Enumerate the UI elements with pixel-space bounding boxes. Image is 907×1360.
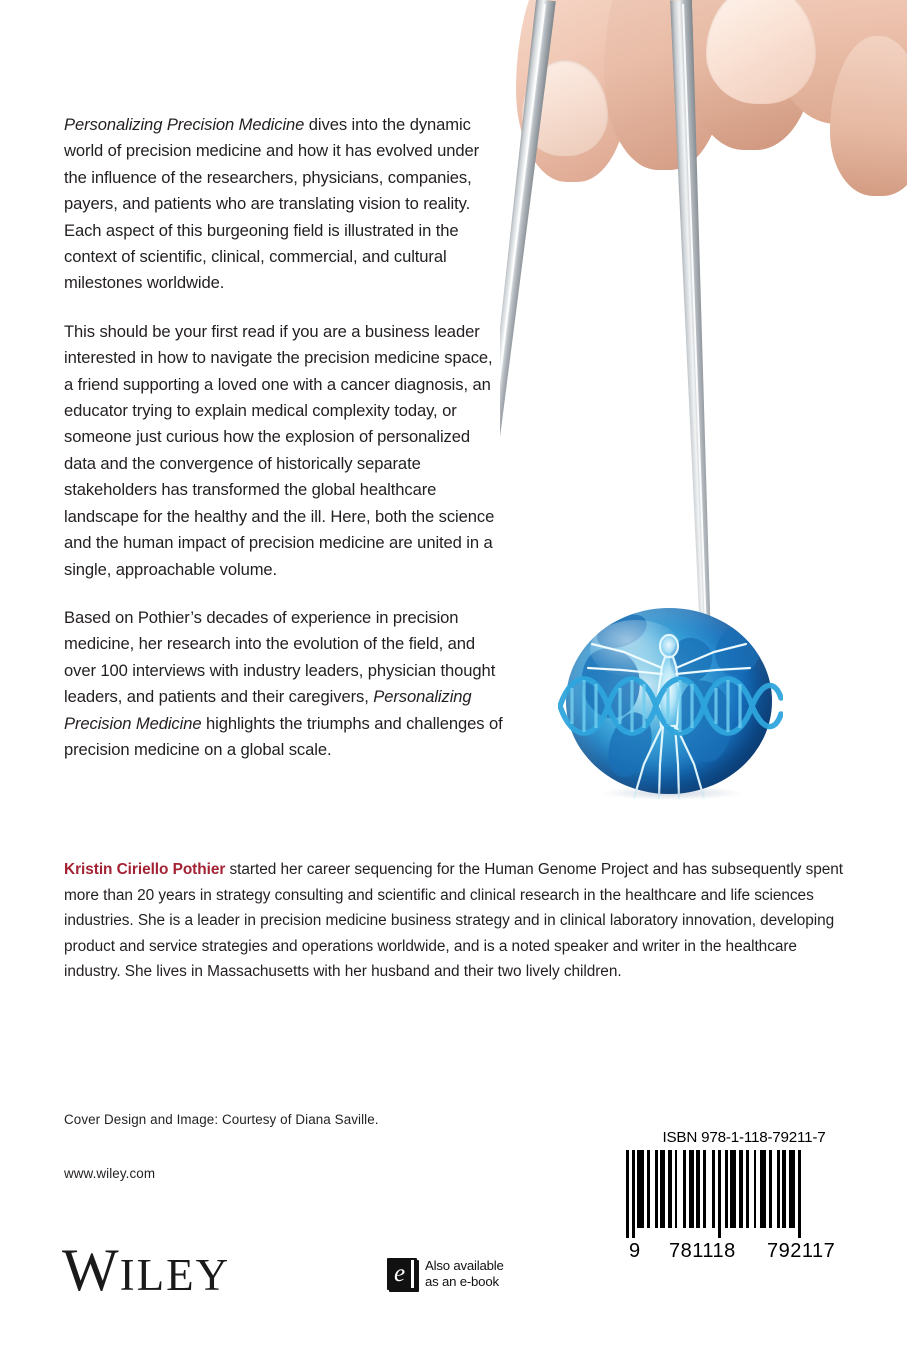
- barcode-lead-digit: 9: [629, 1240, 641, 1262]
- ebook-icon-spine: [411, 1260, 414, 1288]
- cover-credit: Cover Design and Image: Courtesy of Diana Saville.: [64, 1112, 379, 1127]
- cover-photograph: [500, 0, 907, 830]
- book-title-italic: Personalizing Precision Medicine: [64, 115, 305, 134]
- ebook-badge-line1: Also available: [425, 1258, 504, 1273]
- wiley-logo-rest: ILEY: [119, 1250, 231, 1300]
- blurb-paragraph: [64, 319, 504, 583]
- globe-sphere: [566, 608, 772, 794]
- barcode-right-group: 792117: [767, 1240, 836, 1262]
- book-title-italic: Personalizing Precision Medicine: [64, 687, 472, 733]
- ebook-badge-text: [425, 1258, 504, 1290]
- barcode-bar: [801, 1150, 804, 1238]
- blurb-text: highlights the triumphs and challenges of precision medicine on a global scale.: [64, 713, 503, 759]
- ebook-book-icon: [387, 1258, 417, 1290]
- isbn-label: ISBN 978-1-118-79211-7: [662, 1129, 826, 1146]
- continent-shape: [709, 620, 767, 682]
- fingernail: [706, 0, 816, 104]
- hand-illustration: [500, 0, 907, 300]
- author-biography: [64, 857, 844, 985]
- globe-shadow: [602, 786, 742, 800]
- continent-shape: [602, 708, 659, 782]
- blurb-paragraph: [64, 605, 504, 763]
- blurb-text: Based on Pothier’s decades of experience in precision medicine, her research into the evolution of the field, and over 100 interviews with industry leaders, physician thought leaders, and patients and their caregivers,: [64, 607, 496, 707]
- barcode-left-group: 781118: [669, 1240, 736, 1262]
- globe-highlight: [590, 620, 682, 678]
- globe-graphic: [558, 600, 783, 800]
- barcode-bar: [637, 1150, 644, 1228]
- ebook-badge: [387, 1258, 504, 1290]
- barcode-digits: [626, 1240, 864, 1262]
- continent-shape: [674, 677, 736, 764]
- blurb-text: This should be your first read if you are a business leader interested in how to navigate the precision medicine space, a friend supporting a loved one with a cancer diagnosis, an educator trying to explain medical complexity today, or someone just curious how the explosion of personalized data and the convergence of historically separate stakeholders has transformed the global healthcare landscape for the healthy and the ill. Here, both the science and the human impact of precision medicine are united in a single, approachable volume.: [64, 321, 495, 579]
- ebook-e-glyph: e: [393, 1260, 406, 1287]
- wiley-logo-initial: W: [62, 1237, 120, 1303]
- blurb-text: dives into the dynamic world of precision medicine and how it has evolved under the influence of the researchers, physicians, companies, payers, and patients who are translating vision to reality. Each aspect of this burgeoning field is illustrated in the context of scientific, clinical, commercial, and cultural milestones worldwide.: [64, 115, 480, 293]
- author-name: Kristin Ciriello Pothier: [64, 861, 226, 878]
- wiley-logo: [62, 1237, 231, 1303]
- isbn-barcode: [626, 1150, 864, 1262]
- author-bio-text: started her career sequencing for the Human Genome Project and has subsequently spent more than 20 years in strategy consulting and scientific and clinical research in the healthcare and life sciences industries. She is a leader in precision medicine business strategy and in clinical laboratory innovation, developing product and service strategies and operations worldwide, and is a noted speaker and writer in the healthcare industry. She lives in Massachusetts with her husband and their two lively children.: [64, 861, 843, 981]
- book-description: [64, 112, 504, 763]
- isbn-block: [626, 1129, 874, 1262]
- ebook-badge-line2: as an e-book: [425, 1274, 499, 1289]
- publisher-website[interactable]: www.wiley.com: [64, 1166, 156, 1181]
- blurb-paragraph: [64, 112, 504, 297]
